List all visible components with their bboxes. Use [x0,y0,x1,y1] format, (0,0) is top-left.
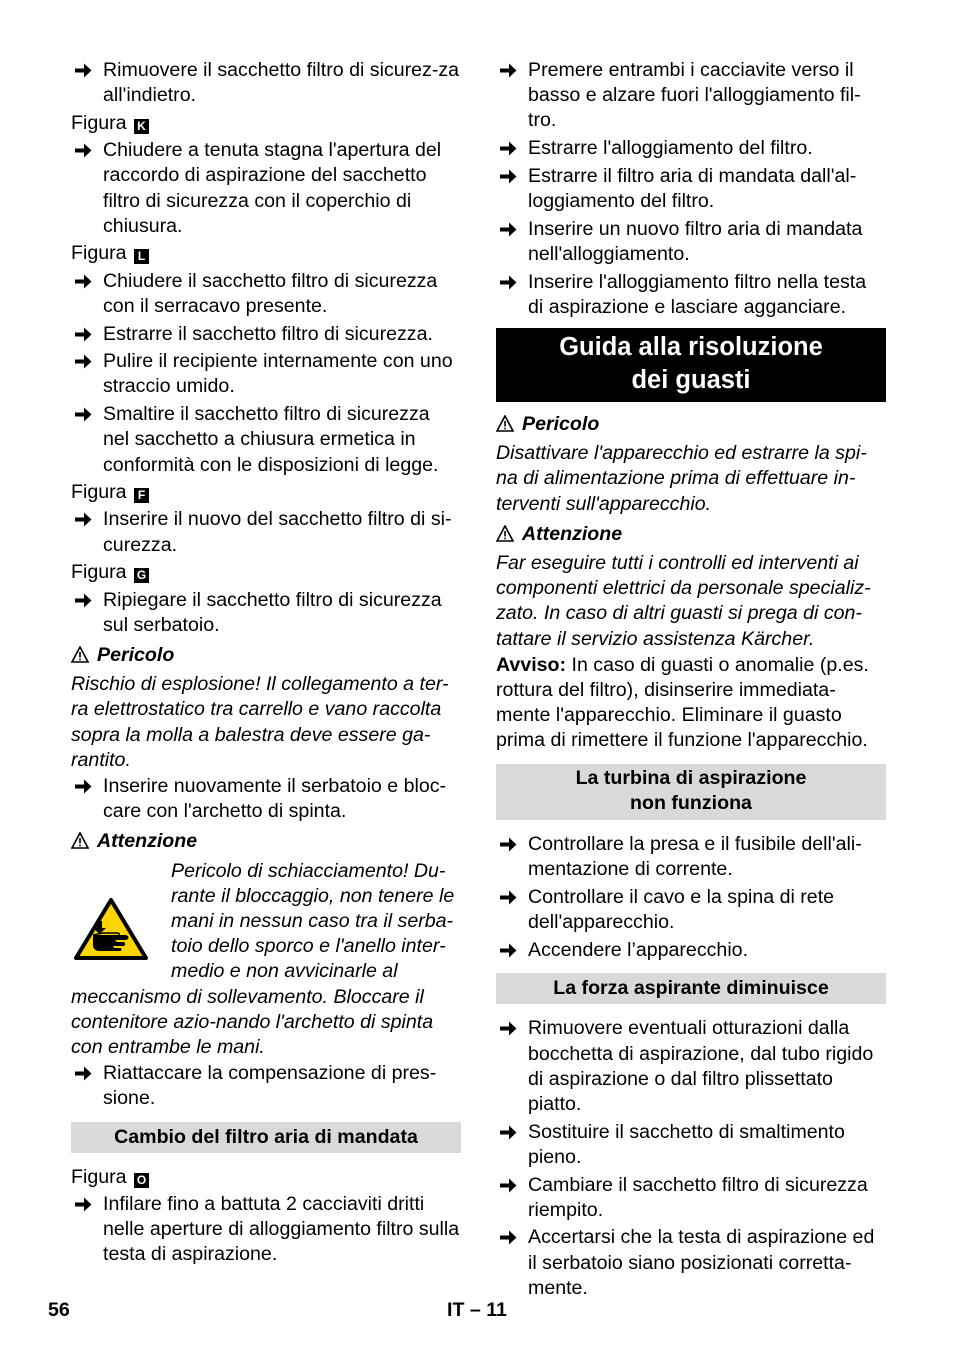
step [496,1225,886,1301]
arrow-right-icon [75,402,95,427]
step-text: Controllare il cavo e la spina di rete dell'apparecchio. [528,885,835,934]
step [71,269,461,319]
arrow-right-icon [75,322,95,347]
arrow-right-icon [500,832,520,857]
arrow-right-icon [75,1192,95,1217]
danger-heading: Pericolo [71,643,461,670]
step-text: Inserire l'alloggiamento filtro nella testa di aspirazione e lasciare agganciare. [528,270,867,318]
warning-triangle-icon [71,645,89,670]
step-text: Sostituire il sacchetto di smaltimento pieno. [528,1120,845,1168]
step [71,1192,461,1268]
arrow-right-icon [500,1225,520,1250]
step [496,885,886,935]
section-heading-suction: La forza aspirante diminuisce [496,973,886,1004]
step-text: Premere entrambi i cacciavite verso il basso e alzare fuori l'alloggiamento fil-tro. [528,59,861,132]
arrow-right-icon [75,58,95,83]
note-text: In caso di guasti o anomalie (p.es. rottura del filtro), disinserire immediata-mente l'apparecchio. Eliminare il guasto prima di rimettere il funzione l'apparecchio. [496,653,869,752]
arrow-right-icon [500,270,520,295]
step [71,138,461,239]
note-paragraph [496,653,886,754]
step [71,588,461,638]
arrow-right-icon [500,1173,520,1198]
step-text: Ripiegare il sacchetto filtro di sicurezza sul serbatoio. [103,588,442,636]
figure-letter: F [134,488,149,503]
chapter-heading-troubleshooting: Guida alla risoluzione dei guasti [496,328,886,402]
danger-text: Disattivare l'apparecchio ed estrarre la spi-na di alimentazione prima di effettuare in-terventi sull'apparecchio. [496,442,867,515]
note-label: Avviso: [496,653,567,676]
step-text: Inserire un nuovo filtro aria di mandata nell'alloggiamento. [528,217,863,265]
caution-heading: Attenzione [71,829,461,856]
step [71,58,461,108]
step-text: Rimuovere eventuali otturazioni dalla bocchetta di aspirazione, dal tubo rigido di aspirazione o dal filtro plissettato piatto. [528,1017,874,1115]
step [71,507,461,557]
step-text: Controllare la presa e il fusibile dell'ali-mentazione di corrente. [528,833,862,881]
arrow-right-icon [75,588,95,613]
arrow-right-icon [500,164,520,189]
figure-ref: Figura O [71,1165,461,1190]
crush-warning: Pericolo di schiacciamento! Du-rante il bloccaggio, non tenere le mani in nessun caso tra il serba-toio dello sporco e l'anello inter-medio e non avvicinarle al meccanismo di sollevamento. Bloccare il contenitore azio-nando l'archetto di spinta con entrambe le mani. [71,859,455,1059]
step-text: Estrarre il sacchetto filtro di sicurezza. [103,322,433,345]
section-heading-filter-change: Cambio del filtro aria di mandata [71,1122,461,1153]
step-text: Chiudere a tenuta stagna l'apertura del raccordo di aspirazione del sacchetto filtro di sicurezza con il coperchio di chiusura. [103,139,442,237]
step [496,136,886,161]
step-text: Estrarre il filtro aria di mandata dall'al-loggiamento del filtro. [528,164,857,213]
figure-letter: O [134,1173,149,1188]
step-text: Infilare fino a battuta 2 cacciaviti dritti nelle aperture di alloggiamento filtro sulla testa di aspirazione. [103,1193,460,1266]
danger-text: Rischio di esplosione! Il collegamento a ter-ra elettrostatico tra carrello e vano raccolta sopra la molla a balestra deve essere ga-rantito. [71,673,449,771]
step [496,58,886,134]
caution-heading: Attenzione [496,522,886,549]
warning-triangle-icon [71,831,89,856]
step [496,217,886,267]
left-column [71,58,461,1270]
arrow-right-icon [75,269,95,294]
step [71,349,461,399]
danger-heading: Pericolo [496,412,886,439]
arrow-right-icon [500,938,520,963]
arrow-right-icon [75,774,95,799]
figure-ref: Figura G [71,560,461,585]
warning-triangle-icon [496,414,514,439]
step-text: Inserire nuovamente il serbatoio e bloc-care con l'archetto di spinta. [103,774,447,823]
step-text: Smaltire il sacchetto filtro di sicurezza nel sacchetto a chiusura ermetica in conformità con le disposizioni di legge. [103,403,439,476]
arrow-right-icon [500,1016,520,1041]
step [71,774,461,824]
arrow-right-icon [500,136,520,161]
figure-letter: L [134,249,149,264]
figure-letter: G [134,568,149,583]
warning-triangle-icon [496,524,514,549]
arrow-right-icon [75,349,95,374]
step-text: Accendere l’apparecchio. [528,938,749,961]
step [496,1120,886,1170]
step-text: Riattaccare la compensazione di pres-sione. [103,1062,437,1110]
caution-text: Far eseguire tutti i controlli ed interventi ai componenti elettrici da personale specializ-zato. In caso di altri guasti si prega di con-tattare il servizio assistenza Kärcher. [496,552,871,650]
step-text: Inserire il nuovo del sacchetto filtro di si-curezza. [103,508,452,556]
step [496,832,886,882]
section-heading-turbine: La turbina di aspirazione non funziona [496,764,886,820]
step [496,1016,886,1117]
arrow-right-icon [500,217,520,242]
step-text: Chiudere il sacchetto filtro di sicurezza con il serracavo presente. [103,269,438,317]
figure-ref: Figura F [71,480,461,505]
arrow-right-icon [75,138,95,163]
arrow-right-icon [500,58,520,83]
step [496,1173,886,1223]
figure-ref: Figura K [71,111,461,136]
step [71,322,461,347]
step [71,1061,461,1111]
hand-crush-hazard-icon [73,897,149,961]
step [71,402,461,478]
arrow-right-icon [500,885,520,910]
arrow-right-icon [75,1061,95,1086]
figure-letter: K [134,119,149,134]
step [496,270,886,320]
step-text: Cambiare il sacchetto filtro di sicurezza riempito. [528,1173,868,1221]
page-number: 56 [48,1299,70,1321]
figure-ref: Figura L [71,241,461,266]
step-text: Rimuovere il sacchetto filtro di sicurez-za all'indietro. [103,59,460,107]
arrow-right-icon [500,1120,520,1145]
language-page-marker: IT – 11 [447,1299,507,1321]
step [496,938,886,963]
step-text: Pulire il recipiente internamente con uno straccio umido. [103,350,453,398]
arrow-right-icon [75,507,95,532]
step-text: Estrarre l'alloggiamento del filtro. [528,137,813,160]
step-text: Accertarsi che la testa di aspirazione ed il serbatoio siano posizionati corretta-mente. [528,1226,875,1299]
right-column [496,58,886,1304]
step [496,164,886,214]
